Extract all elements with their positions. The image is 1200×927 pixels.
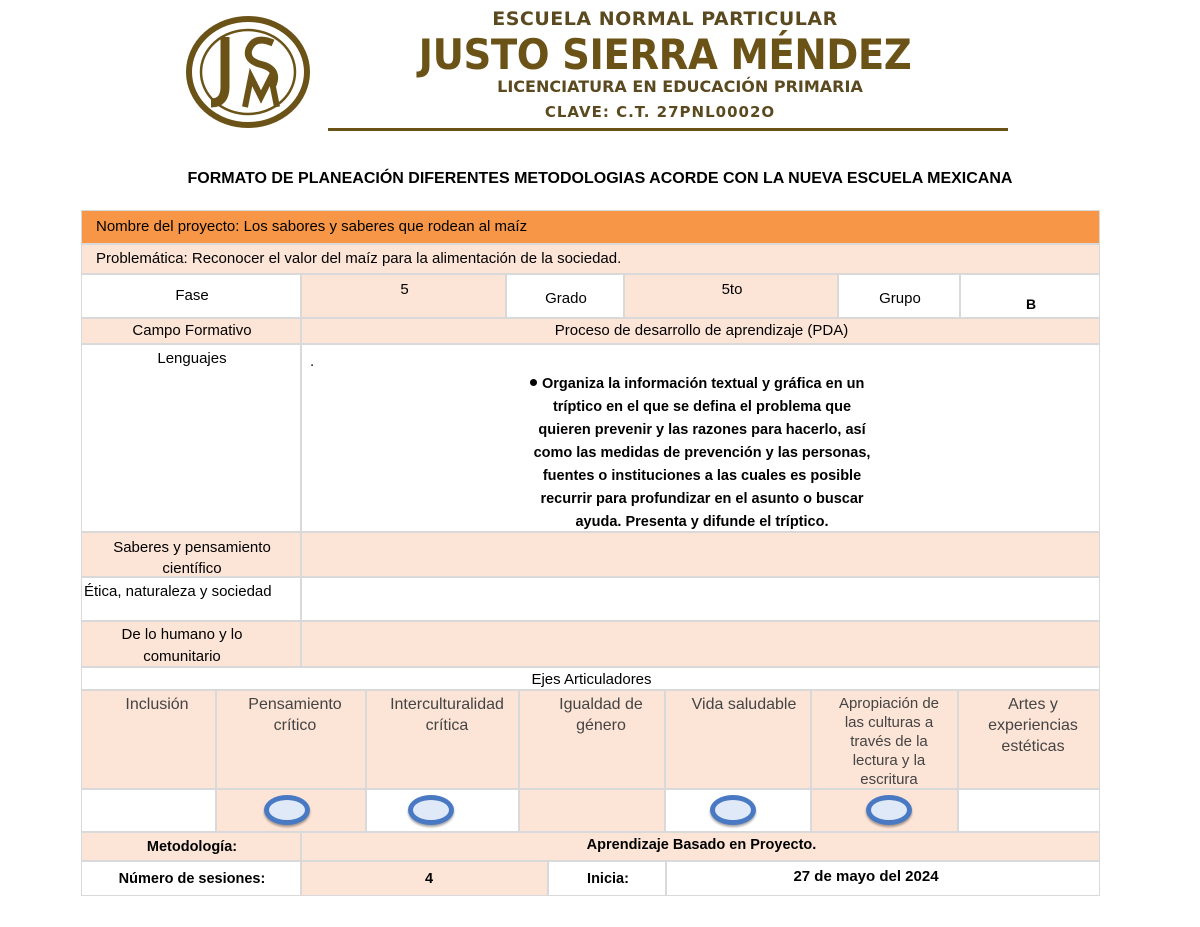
lenguajes-cell [81, 344, 301, 532]
lenguajes-label: Lenguajes [157, 350, 227, 367]
pda-line-4: como las medidas de prevención y las personas, [533, 445, 871, 461]
humano-label-1: De lo humano y lo [121, 626, 243, 643]
eje-mark-igualdad [519, 789, 665, 832]
eje-inclusion [81, 690, 216, 789]
eje-interculturalidad-line-2: crítica [425, 717, 469, 734]
lenguajes-dot: . [310, 353, 315, 370]
eje-apropiacion-line-4: lectura y la [852, 752, 926, 769]
eje-mark-inclusion [81, 789, 216, 832]
eje-mark-pensamiento [216, 789, 366, 832]
school-line: ESCUELA NORMAL PARTICULAR [492, 8, 838, 30]
metodologia-label: Metodología: [146, 839, 238, 855]
program-name: LICENCIATURA EN EDUCACIÓN PRIMARIA [497, 77, 863, 96]
eje-interculturalidad-critica [366, 690, 519, 789]
eje-interculturalidad-line-1: Interculturalidad [390, 696, 504, 713]
header-rule [328, 128, 1008, 131]
eje-apropiacion-line-3: través de la [850, 733, 928, 750]
eje-pensamiento-line-2: crítico [273, 717, 317, 734]
eje-igualdad-genero [519, 690, 665, 789]
saberes-label-2: científico [162, 560, 222, 577]
pda-line-6: recurrir para profundizar en el asunto o buscar [540, 491, 864, 507]
metodologia-value: Aprendizaje Basado en Proyecto. [586, 837, 817, 853]
eje-apropiacion-line-2: las culturas a [844, 714, 934, 731]
eje-pensamiento-critico [216, 690, 366, 789]
pda-line-5: fuentes o instituciones a las cuales es posible [542, 468, 862, 484]
lenguajes-pda-cell [301, 344, 1100, 532]
campo-header-cell [81, 318, 301, 344]
eje-artes-line-3: estéticas [1001, 738, 1065, 755]
metodologia-label-cell [81, 832, 301, 861]
sesiones-label: Número de sesiones: [118, 871, 266, 887]
saberes-cell [81, 532, 301, 577]
pda-header-cell [301, 318, 1100, 344]
grado-value-cell [624, 274, 838, 318]
inicia-value-cell [666, 861, 1100, 896]
eje-artes-experiencias [958, 690, 1100, 789]
eje-vida-line-1: Vida saludable [691, 696, 797, 713]
inicia-value: 27 de mayo del 2024 [793, 868, 939, 885]
inicia-label: Inicia: [587, 871, 629, 887]
project-name: Nombre del proyecto: Los sabores y saberes que rodean al maíz [96, 218, 528, 235]
humano-cell [81, 621, 301, 667]
grupo-label-cell [838, 274, 960, 318]
eje-vida-saludable [665, 690, 811, 789]
grupo-value-cell [960, 274, 1100, 318]
pda-line-7: ayuda. Presenta y difunde el tríptico. [575, 514, 829, 530]
eje-igualdad-line-1: Igualdad de [559, 696, 643, 713]
project-name-row [81, 210, 1100, 244]
fase-label: Fase [175, 287, 209, 304]
eje-mark-vida [665, 789, 811, 832]
grupo-value: B [1025, 296, 1037, 312]
etica-cell [81, 577, 301, 621]
saberes-pda-cell [301, 532, 1100, 577]
pda-line-3: quieren prevenir y las razones para hacerlo, así [538, 422, 866, 438]
eje-apropiacion-line-5: escritura [860, 771, 918, 788]
eje-pensamiento-line-1: Pensamiento [248, 696, 342, 713]
fase-value-cell [301, 274, 506, 318]
eje-mark-artes [958, 789, 1100, 832]
selected-oval-icon [866, 795, 912, 825]
selected-oval-icon [408, 795, 454, 825]
grado-value: 5to [721, 281, 743, 298]
selected-oval-icon [264, 795, 310, 825]
eje-artes-line-2: experiencias [988, 717, 1078, 734]
sesiones-label-cell [81, 861, 301, 896]
humano-pda-cell [301, 621, 1100, 667]
eje-mark-apropiacion [811, 789, 958, 832]
etica-pda-cell [301, 577, 1100, 621]
saberes-label-1: Saberes y pensamiento [113, 539, 271, 556]
etica-label: Ética, naturaleza y sociedad [84, 583, 272, 600]
fase-label-cell [81, 274, 301, 318]
problem-statement: Problemática: Reconocer el valor del maíz para la alimentación de la sociedad. [96, 250, 622, 267]
grupo-label: Grupo [879, 290, 921, 307]
eje-mark-interculturalidad [366, 789, 519, 832]
problem-row [81, 244, 1100, 274]
eje-artes-line-1: Artes y [1008, 696, 1058, 713]
fase-value: 5 [400, 281, 409, 298]
grado-label: Grado [545, 290, 587, 307]
school-logo [185, 15, 313, 129]
metodologia-value-cell [301, 832, 1100, 861]
sesiones-value: 4 [424, 871, 434, 887]
pda-line-1: Organiza la información textual y gráfica en un [542, 376, 865, 392]
eje-igualdad-line-2: género [576, 717, 626, 734]
selected-oval-icon [710, 795, 756, 825]
ejes-title: Ejes Articuladores [531, 671, 652, 688]
document-title: FORMATO DE PLANEACIÓN DIFERENTES METODOLOGIAS ACORDE CON LA NUEVA ESCUELA MEXICANA [187, 170, 1013, 187]
ejes-title-cell [81, 667, 1100, 690]
pda-header: Proceso de desarrollo de aprendizaje (PDA) [554, 322, 849, 339]
eje-apropiacion-line-1: Apropiación de [838, 695, 940, 712]
pda-line-2: tríptico en el que se defina el problema que [552, 399, 852, 415]
school-clave: CLAVE: C.T. 27PNL0002O [544, 103, 776, 121]
campo-header: Campo Formativo [132, 322, 252, 339]
eje-apropiacion-culturas [811, 690, 958, 789]
humano-label-2: comunitario [143, 648, 221, 665]
pda-bullet [530, 379, 537, 386]
eje-inclusion-line-1: Inclusión [125, 696, 189, 713]
sesiones-value-cell [301, 861, 548, 896]
school-name: JUSTO SIERRA MÉNDEZ [418, 30, 912, 79]
grado-label-cell [506, 274, 624, 318]
inicia-label-cell [548, 861, 666, 896]
